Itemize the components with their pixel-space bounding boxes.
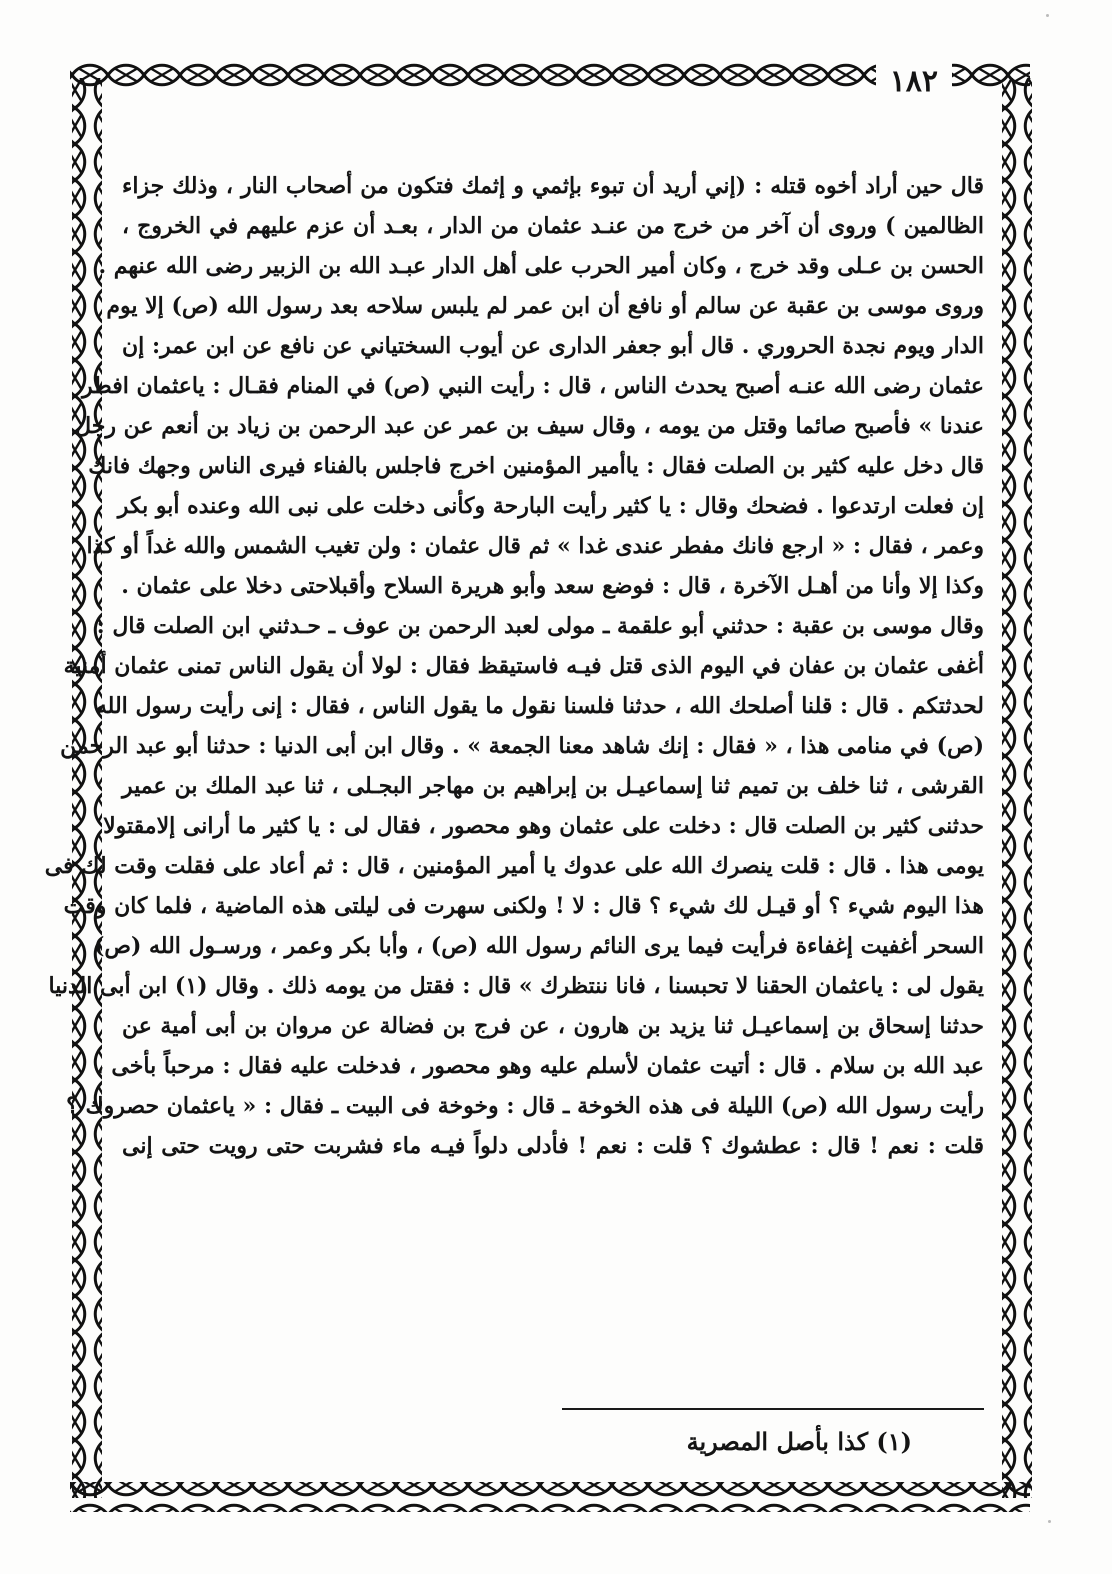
text-line: (ص) في منامى هذا ، « فقال : إنك شاهد معنا الجمعة » . وقال ابن أبى الدنيا : حدثنا أبو عبد الرحمن [60,733,984,759]
text-line: عبد الله بن سلام . قال : أتيت عثمان لأسلم عليه وهو محصور ، فدخلت عليه فقال : مرحباً بأخى ، [96,1053,984,1079]
text-line: حدثنا إسحاق بن إسماعيـل ثنا يزيد بن هارون ، عن فرج بن فضالة عن مروان بن أبى أمية عن [122,1013,984,1039]
text-line: عثمان رضى الله عنـه أصبح يحدث الناس ، قال : رأيت النبي (ص) في المنام فقـال : ياعثمان افطر [82,373,984,399]
text-line: حدثنى كثير بن الصلت قال : دخلت على عثمان وهو محصور ، فقال لى : يا كثير ما أرانى إلامقتولا [103,813,984,839]
scan-speck [1046,14,1049,17]
text-line: القرشى ، ثنا خلف بن تميم ثنا إسماعيـل بن إبراهيم بن مهاجر البجـلى ، ثنا عبد الملك بن عمير [122,773,984,799]
text-line: الحسن بن عـلى وقد خرج ، وكان أمير الحرب على أهل الدار عبـد الله بن الزبير رضى الله عنهم . [98,253,984,279]
text-line: وعمر ، فقال : « ارجع فانك مفطر عندى غدا » ثم قال عثمان : ولن تغيب الشمس والله غداً أو كذا [86,533,984,559]
text-line: عندنا » فأصبح صائما وقتل من يومه ، وقال سيف بن عمر عن عبد الرحمن بن زياد بن أنعم عن رجل [75,413,984,439]
page-number: ١٨٢ [876,62,952,102]
body-text [44,166,985,1166]
text-line: الدار ويوم نجدة الحروري . قال أبو جعفر الدارى عن أيوب السختياني عن نافع عن ابن عمر: إن [122,333,984,359]
text-line: يومى هذا . قال : قلت ينصرك الله على عدوك يا أمير المؤمنين ، قال : ثم أعاد على فقلت وقت لك فى [44,853,984,879]
text-line: السحر أغفيت إغفاءة فرأيت فيما يرى النائم رسول الله (ص) ، وأبا بكر وعمر ، ورسـول الله (ص) [93,933,984,959]
text-line: قلت : نعم ! قال : عطشوك ؟ قلت : نعم ! فأدلى دلواً فيـه ماء فشربت حتى رويت حتى إنى [122,1133,984,1159]
footnote: (١) كذا بأصل المصرية [686,1427,912,1456]
text-line: يقول لى : ياعثمان الحقنا لا تحبسنا ، فانا ننتظرك » قال : فقتل من يومه ذلك . وقال (١) ابن أبى الدنيا [48,973,984,999]
text-line: هذا اليوم شيء ؟ أو قيـل لك شيء ؟ قال : لا ! ولكنى سهرت فى ليلتى هذه الماضية ، فلما كان وقت [63,893,984,919]
text-line: قال حين أراد أخوه قتله : (إني أريد أن تبوء بإثمي و إثمك فتكون من أصحاب النار ، وذلك جزاء [122,173,985,199]
text-line: أغفى عثمان بن عفان في اليوم الذى قتل فيـه فاستيقظ فقال : لولا أن يقول الناس تمنى عثمان أمنية [63,653,984,679]
text-line: وكذا إلا وأنا من أهـل الآخرة ، قال : فوضع سعد وأبو هريرة السلاح وأقبلاحتى دخلا على عثمان . [121,573,984,599]
text-line: وروى موسى بن عقبة عن سالم أو نافع أن ابن عمر لم يلبس سلاحه بعد رسول الله (ص) إلا يوم [106,293,984,319]
text-line: لحدثتكم . قال : قلنا أصلحك الله ، حدثنا فلسنا نقول ما يقول الناس ، فقال : إنى رأيت رسول الله [95,693,984,719]
footnote-divider [562,1408,984,1410]
text-line: الظالمين ) وروى أن آخر من خرج من عنـد عثمان من الدار ، بعـد أن عزم عليهم في الخروج ، [122,213,984,239]
text-line: رأيت رسول الله (ص) الليلة فى هذه الخوخة ـ قال : وخوخة فى البيت ـ فقال : « ياعثمان حصروك ؟ [66,1093,984,1119]
scan-speck [1048,1520,1051,1523]
text-line: قال دخل عليه كثير بن الصلت فقال : ياأمير المؤمنين اخرج فاجلس بالفناء فيرى الناس وجهك فانك [88,453,984,479]
text-line: وقال موسى بن عقبة : حدثني أبو علقمة ـ مولى لعبد الرحمن بن عوف ـ حـدثني ابن الصلت قال : [96,613,984,639]
text-line: إن فعلت ارتدعوا . فضحك وقال : يا كثير رأيت البارحة وكأنى دخلت على نبى الله وعنده أبو بكر [117,493,984,519]
